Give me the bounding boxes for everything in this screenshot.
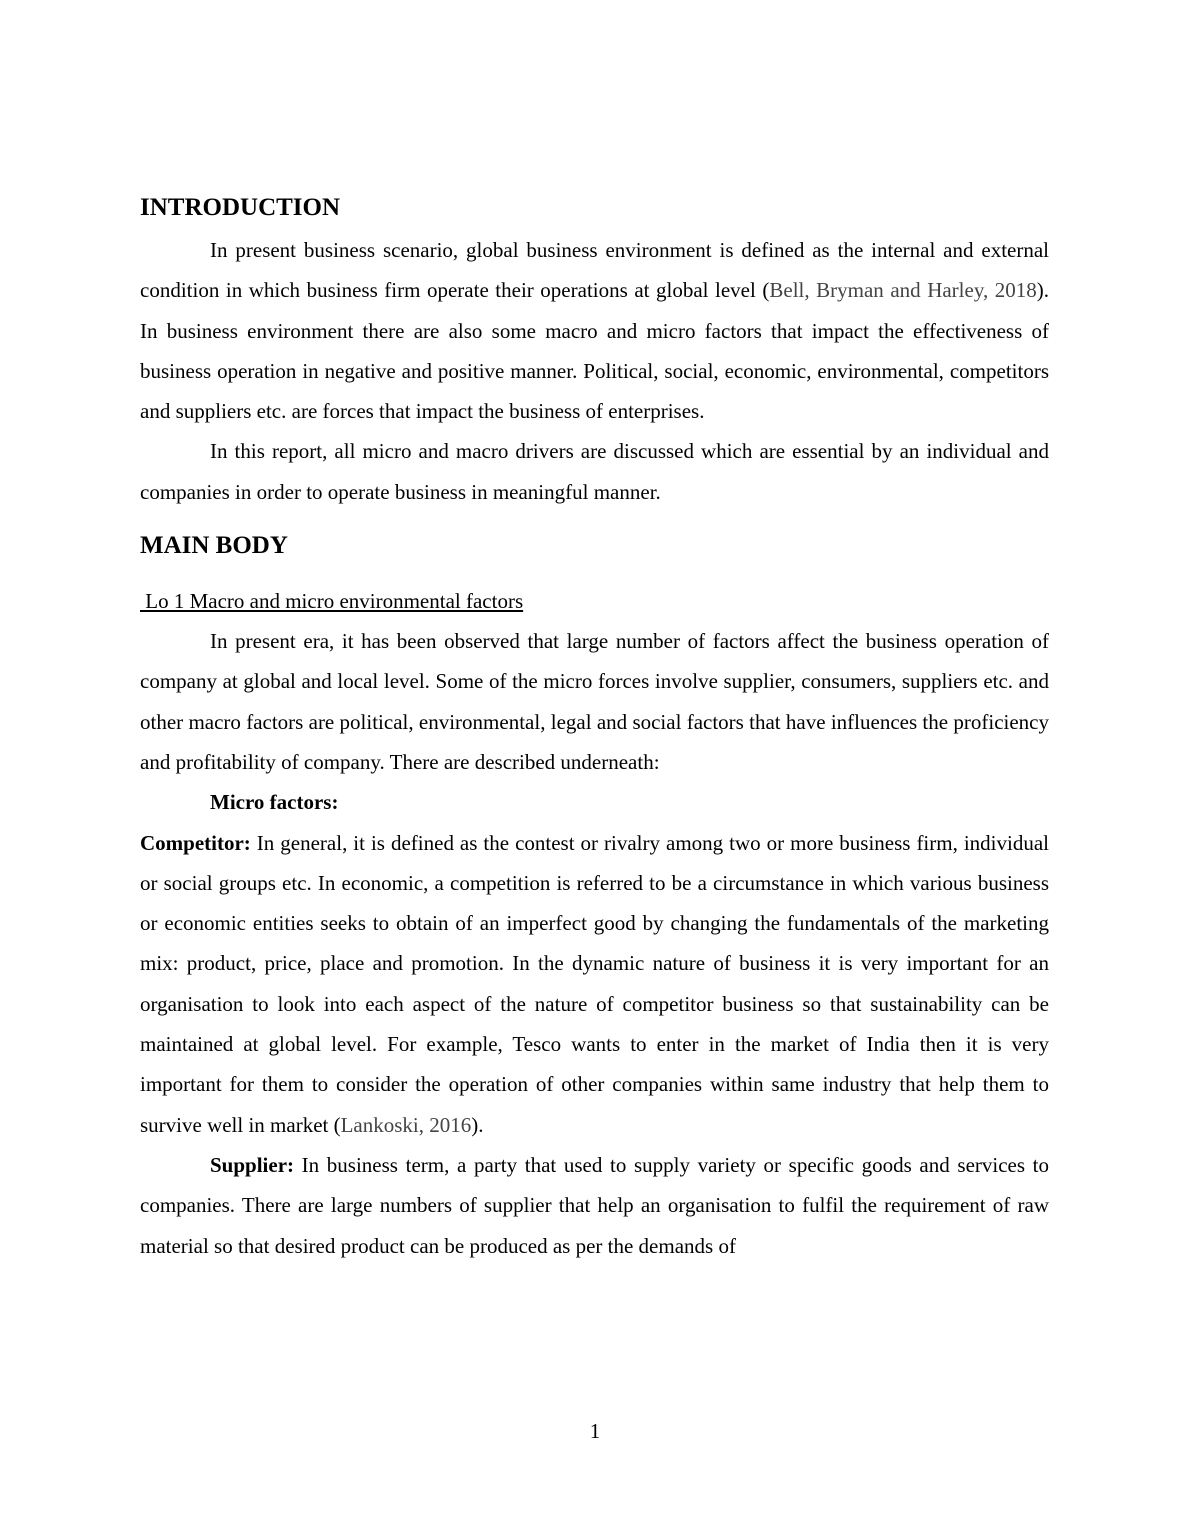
supplier-paragraph [140, 1145, 1049, 1266]
page-number: 1 [589, 1419, 601, 1443]
competitor-label: Competitor: [140, 830, 251, 855]
intro-p1-text-b: ). In business environment there are also some macro and micro factors that impact the effectiveness of business operation in negative and positive manner. Political, social, economic, environmental, competitors and suppliers etc. are forces that impact the business of enterprises. [140, 278, 1049, 424]
main-body-heading: MAIN BODY [140, 532, 288, 560]
main-body-paragraph-1: In present era, it has been observed that large number of factors affect the business operation of company at global and local level. Some of the micro forces involve supplier, consumers, suppliers etc. and other macro factors are political, environmental, legal and social factors that have influences the proficiency and profitability of company. There are described underneath: [140, 629, 1049, 774]
micro-factors-heading: Micro factors: [210, 790, 339, 815]
introduction-paragraph-2: In this report, all micro and macro drivers are discussed which are essential by an individual and companies in order to operate business in meaningful manner. [140, 439, 1049, 504]
competitor-text-b: ). [471, 1112, 484, 1137]
intro-p1-text-a: In present business scenario, global business environment is defined as the internal and external condition in which business firm operate their operations at global level ( [140, 238, 1049, 303]
introduction-heading: INTRODUCTION [140, 194, 341, 221]
supplier-label: Supplier: [210, 1152, 295, 1177]
lo1-subheading: Lo 1 Macro and micro environmental factors [140, 589, 524, 614]
supplier-text: In business term, a party that used to supply variety or specific goods and services to companies. There are large numbers of supplier that help an organisation to fulfil the requirement of raw material so that desired product can be produced as per the demands of [140, 1152, 1049, 1258]
intro-citation: Bell, Bryman and Harley, 2018 [769, 278, 1037, 303]
introduction-paragraph-1 [140, 230, 1049, 431]
competitor-citation: Lankoski, 2016 [340, 1112, 472, 1137]
page-content [140, 190, 1049, 1266]
competitor-text-a: In general, it is defined as the contest or rivalry among two or more business firm, individual or social groups etc. In economic, a competition is referred to be a circumstance in which various business or economic entities seeks to obtain of an imperfect good by changing the fundamentals of the marketing mix: product, price, place and promotion. In the dynamic nature of business it is very important for an organisation to look into each aspect of the nature of competitor business so that sustainability can be maintained at global level. For example, Tesco wants to enter in the market of India then it is very important for them to consider the operation of other companies within same industry that help them to survive well in market ( [140, 830, 1049, 1137]
competitor-paragraph [140, 823, 1049, 1145]
